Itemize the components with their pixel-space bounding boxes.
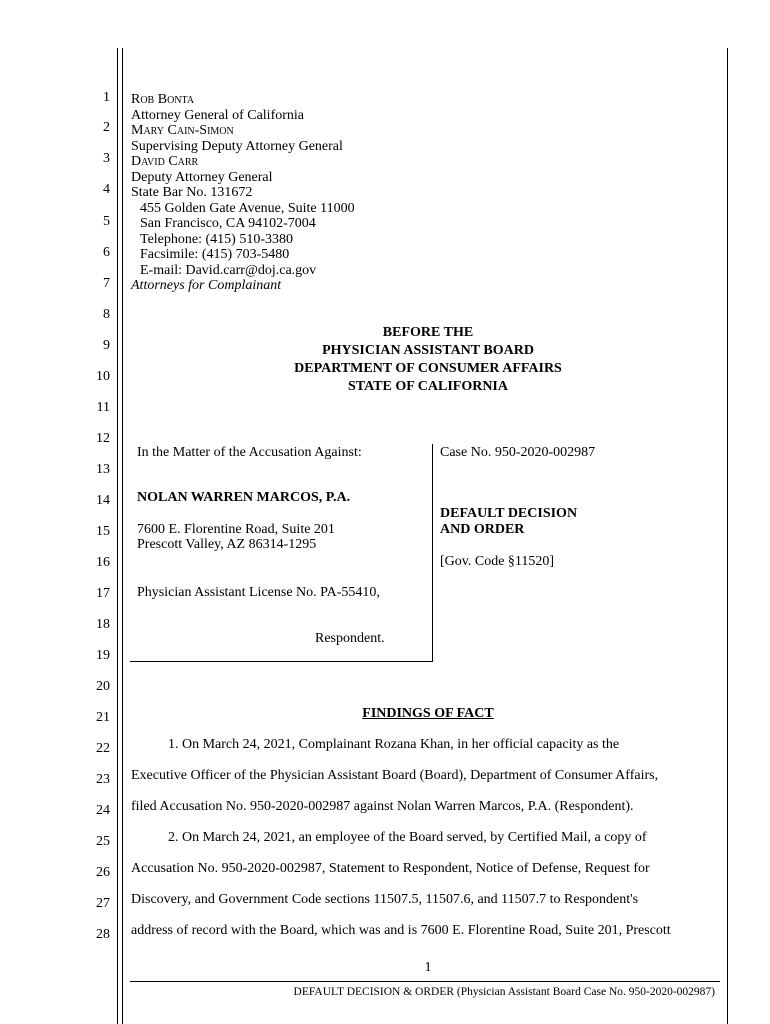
line-number: 12 (96, 431, 110, 446)
attorney-title: Deputy Attorney General (131, 169, 273, 185)
footer-text: DEFAULT DECISION & ORDER (Physician Assistant Board Case No. 950-2020-002987) (293, 986, 715, 998)
caption-divider (432, 444, 433, 662)
findings-heading: FINDINGS OF FACT (362, 706, 494, 721)
line-number: 22 (96, 741, 110, 756)
attorneys-for: Attorneys for Complainant (131, 278, 282, 293)
court-heading: PHYSICIAN ASSISTANT BOARD (322, 343, 534, 358)
line-number: 6 (103, 245, 110, 260)
line-number: 1 (103, 90, 110, 105)
line-number: 19 (96, 648, 110, 663)
line-number: 26 (96, 865, 110, 880)
line-number: 11 (96, 400, 110, 415)
gov-code-reference: [Gov. Code §11520] (440, 554, 555, 569)
address-line: San Francisco, CA 94102-7004 (140, 216, 316, 231)
line-number: 28 (96, 927, 110, 942)
line-number: 24 (96, 803, 110, 818)
line-number: 18 (96, 617, 110, 632)
page-number: 1 (424, 960, 432, 975)
document-title: AND ORDER (440, 522, 525, 537)
left-margin-rule-inner (122, 48, 123, 1024)
attorney-name: Rob Bonta (131, 92, 195, 107)
attorney-title: Attorney General of California (131, 107, 304, 123)
line-number: 5 (103, 214, 110, 229)
footer-rule (130, 981, 720, 982)
body-line: Accusation No. 950-2020-002987, Statement to Respondent, Notice of Defense, Request for (131, 861, 650, 876)
line-number: 15 (96, 524, 110, 539)
address-line: 455 Golden Gate Avenue, Suite 11000 (140, 200, 355, 216)
caption-underline (130, 661, 433, 662)
line-number: 7 (103, 276, 110, 291)
attorney-name: David Carr (131, 154, 199, 169)
right-margin-rule (727, 48, 728, 1024)
line-number: 25 (96, 834, 110, 849)
line-number: 14 (96, 493, 110, 508)
line-number: 27 (96, 896, 110, 911)
attorney-name: Mary Cain-Simon (131, 123, 234, 138)
body-line: 2. On March 24, 2021, an employee of the Board served, by Certified Mail, a copy of (168, 830, 647, 845)
body-line: 1. On March 24, 2021, Complainant Rozana Khan, in her official capacity as the (168, 737, 620, 752)
respondent-address: 7600 E. Florentine Road, Suite 201 (137, 522, 335, 537)
body-line: Discovery, and Government Code sections 11507.5, 11507.6, and 11507.7 to Respondent's (131, 892, 639, 907)
attorney-title: Supervising Deputy Attorney General (131, 138, 343, 154)
respondent-label: Respondent. (315, 631, 385, 646)
body-line: filed Accusation No. 950-2020-002987 against Nolan Warren Marcos, P.A. (Respondent). (131, 799, 634, 814)
telephone: Telephone: (415) 510-3380 (140, 231, 293, 247)
line-number: 2 (103, 120, 110, 135)
line-number: 13 (96, 462, 110, 477)
matter-of: In the Matter of the Accusation Against: (137, 445, 362, 460)
license-number: Physician Assistant License No. PA-55410, (137, 585, 380, 600)
court-heading: BEFORE THE (382, 325, 474, 340)
line-number: 23 (96, 772, 110, 787)
court-heading: STATE OF CALIFORNIA (348, 379, 508, 394)
body-line: address of record with the Board, which was and is 7600 E. Florentine Road, Suite 201, Prescott (131, 923, 671, 938)
email: E-mail: David.carr@doj.ca.gov (140, 262, 317, 278)
state-bar-number: State Bar No. 131672 (131, 185, 253, 200)
line-number: 17 (96, 586, 110, 601)
facsimile: Facsimile: (415) 703-5480 (140, 247, 290, 262)
case-number: Case No. 950-2020-002987 (440, 445, 596, 460)
line-number: 20 (96, 679, 110, 694)
body-line: Executive Officer of the Physician Assistant Board (Board), Department of Consumer Affairs, (131, 768, 659, 783)
court-heading: DEPARTMENT OF CONSUMER AFFAIRS (294, 361, 562, 376)
line-number: 21 (96, 710, 110, 725)
respondent-address: Prescott Valley, AZ 86314-1295 (137, 537, 317, 552)
document-title: DEFAULT DECISION (440, 506, 578, 521)
line-number: 16 (96, 555, 110, 570)
left-margin-rule (117, 48, 118, 1024)
line-number: 9 (103, 338, 110, 353)
line-number: 4 (103, 182, 110, 197)
line-number: 3 (103, 151, 110, 166)
line-number: 8 (103, 307, 110, 322)
line-number: 10 (96, 369, 110, 384)
respondent-name: NOLAN WARREN MARCOS, P.A. (137, 490, 351, 505)
